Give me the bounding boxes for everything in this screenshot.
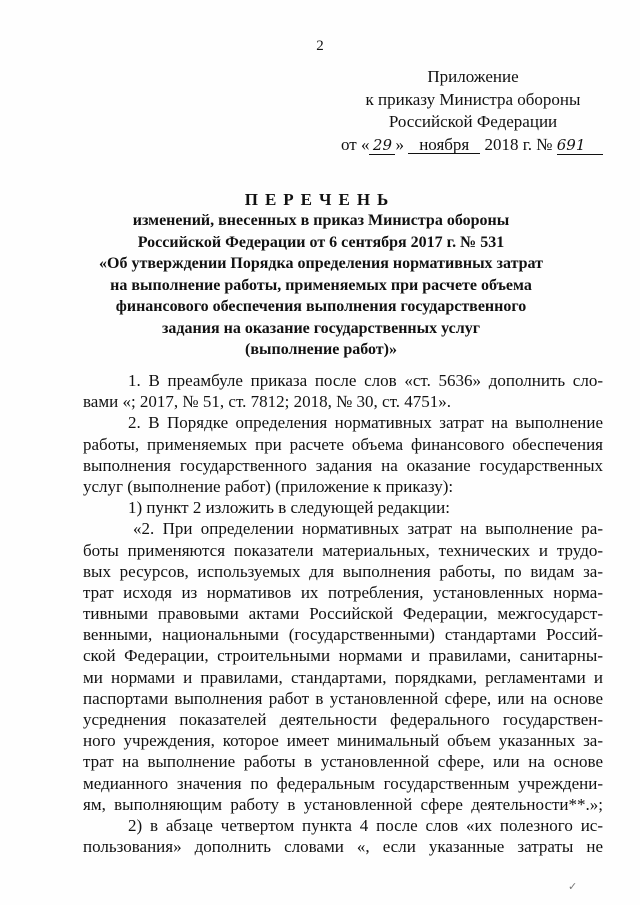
body-line: ного учреждения, которое имеет минимальный объем указанных за- [83,731,603,751]
body-line: 2. В Порядке определения нормативных затрат на выполнение [128,413,603,433]
subtitle-line: задания на оказание государственных услуг [161,319,480,337]
order-number: 691 [557,137,603,155]
body-line: 2) в абзаце четвертом пункта 4 после слов «их полезного ис- [128,815,603,835]
page-number: 2 [316,38,324,54]
subtitle-line: (выполнение работ)» [245,341,397,358]
body-line: ми нормами и правилами, стандартами, порядками, регламентами и [83,667,603,687]
body-line: боты применяются показатели материальных, технических и трудо- [83,540,603,560]
body-line: вами «; 2017, № 51, ст. 7812; 2018, № 30, ст. 4751». [83,392,451,412]
body-line: выполнения государственного задания на оказание государственных [83,455,603,475]
date-year: 2018 г. № [484,134,553,154]
subtitle-line: Российской Федерации от 6 сентября 2017 г. № 531 [137,233,505,251]
body-line: работы, применяемых при расчете объема финансового обеспечения [83,434,603,454]
subtitle-line: на выполнение работы, применяемых при расчете объема [110,276,532,294]
body-line: трат исходя из нормативов их потребления, установленных норма- [83,582,603,602]
corner-check-mark: ✓ [568,881,578,893]
date-day: 29 [369,137,395,155]
body-line: тивными правовыми актами Российской Федерации, межгосударст- [83,604,603,624]
document-body [83,370,603,857]
body-line: 1) пункт 2 изложить в следующей редакции: [128,498,450,518]
body-line: вых ресурсов, используемых для выполнения работы, по видам за- [83,561,603,581]
body-line: пользования» дополнить словами «, если указанные затраты не [83,837,603,857]
appendix-title: Приложение [427,67,519,86]
body-line: услуг (выполнение работ) (приложение к приказу): [83,476,454,496]
body-line: 1. В преамбуле приказа после слов «ст. 5636» дополнить сло- [128,371,603,390]
body-line: ской Федерации, строительными нормами и правилами, санитарны- [83,646,603,666]
appendix-country: Российской Федерации [388,112,558,131]
date-prefix: от « [341,134,370,154]
body-line: медианного значения по федеральным государственным учреждени- [83,773,603,793]
date-month: ноября [408,136,480,154]
appendix-order-ref: к приказу Министра обороны [365,89,581,109]
appendix-date-line [338,134,608,157]
body-line: трат на выполнение работы в установленной сфере, или на основе [83,752,603,772]
document-title: ПЕРЕЧЕНЬ [244,190,396,209]
subtitle-line: изменений, внесенных в приказ Министра обороны [132,212,510,229]
date-mid: » [395,134,404,154]
body-line: паспортами выполнения работ в установленной сфере, или на основе [83,688,603,708]
body-line: венными, национальными (государственными) стандартами Россий- [83,625,603,645]
appendix-block [338,66,608,156]
body-line: «2. При определении нормативных затрат на выполнение ра- [133,519,603,539]
subtitle-line: финансового обеспечения выполнения государственного [115,298,527,315]
body-line: ям, выполняющим работу в установленной сфере деятельности**.»; [83,794,603,814]
body-line: усреднения показателей деятельности федерального государствен- [83,710,603,729]
document-subtitle [90,210,552,361]
subtitle-line: «Об утверждении Порядка определения нормативных затрат [99,255,543,272]
